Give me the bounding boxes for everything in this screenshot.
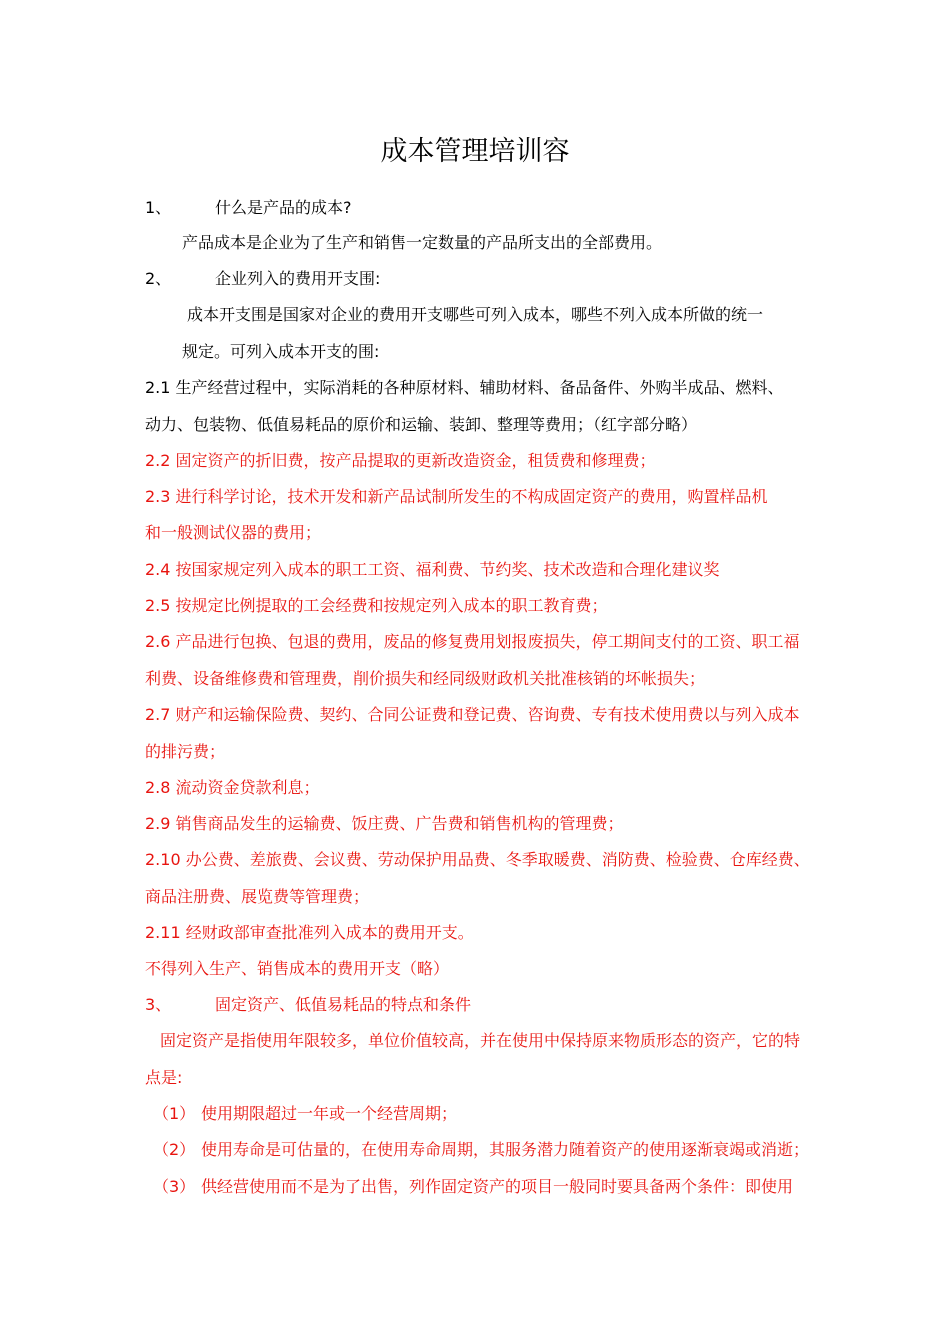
red-paragraph-line: 2.9 销售商品发生的运输费、饭庄费、广告费和销售机构的管理费； [145, 814, 624, 833]
item-number: （2） [153, 1140, 196, 1159]
section-heading-2 [145, 268, 380, 290]
paragraph-line: 成本开支围是国家对企业的费用开支哪些可列入成本，哪些不列入成本所做的统一 [187, 305, 764, 324]
section-number: 2、 [145, 269, 172, 288]
red-paragraph-line: 固定资产是指使用年限较多，单位价值较高，并在使用中保持原来物质形态的资产，它的特 [160, 1031, 801, 1050]
red-paragraph-line: 2.7 财产和运输保险费、契约、合同公证费和登记费、咨询费、专有技术使用费以与列入成本 [145, 705, 800, 724]
numbered-item-2 [153, 1139, 809, 1161]
section-heading-text: 什么是产品的成本? [215, 198, 352, 217]
paragraph-line: 2.1 生产经营过程中，实际消耗的各种原材料、辅助材料、备品备件、外购半成品、燃料、 [145, 378, 784, 397]
red-paragraph-line: 2.4 按国家规定列入成本的职工工资、福利费、节约奖、技术改造和合理化建议奖 [145, 560, 720, 579]
red-paragraph-line: 不得列入生产、销售成本的费用开支（略） [145, 959, 450, 978]
section-heading-text: 企业列入的费用开支围: [215, 269, 381, 288]
item-text: 使用寿命是可估量的，在使用寿命周期，其服务潜力随着资产的使用逐渐衰竭或消逝； [201, 1140, 810, 1159]
red-paragraph-line: 2.10 办公费、差旅费、会议费、劳动保护用品费、冬季取暖费、消防费、检验费、仓库经费、 [145, 850, 810, 869]
item-text: 使用期限超过一年或一个经营周期； [201, 1104, 458, 1123]
section-heading-text: 固定资产、低值易耗品的特点和条件 [215, 995, 472, 1014]
red-paragraph-line: 利费、设备维修费和管理费，削价损失和经同级财政机关批准核销的坏帐损失； [145, 669, 706, 688]
item-number: （1） [153, 1104, 196, 1123]
section-heading-1 [145, 197, 352, 219]
red-paragraph-line: 和一般测试仪器的费用； [145, 523, 322, 542]
red-paragraph-line: 点是: [145, 1068, 183, 1087]
section-number: 1、 [145, 198, 172, 217]
paragraph-line: 产品成本是企业为了生产和销售一定数量的产品所支出的全部费用。 [182, 233, 663, 252]
paragraph-line: 动力、包装物、低值易耗品的原价和运输、装卸、整理等费用；（红字部分略） [145, 415, 698, 434]
item-number: （3） [153, 1177, 196, 1196]
document-title: 成本管理培训容 [380, 136, 570, 167]
section-number: 3、 [145, 995, 172, 1014]
red-paragraph-line: 的排污费； [145, 742, 226, 761]
red-paragraph-line: 2.2 固定资产的折旧费，按产品提取的更新改造资金，租赁费和修理费； [145, 451, 656, 470]
red-paragraph-line: 2.11 经财政部审查批准列入成本的费用开支。 [145, 923, 474, 942]
red-paragraph-line: 商品注册费、展览费等管理费； [145, 887, 370, 906]
numbered-item-1 [153, 1103, 457, 1125]
red-paragraph-line: 2.8 流动资金贷款利息； [145, 778, 320, 797]
red-paragraph-line: 2.6 产品进行包换、包退的费用，废品的修复费用划报废损失，停工期间支付的工资、职工福 [145, 632, 800, 651]
item-text: 供经营使用而不是为了出售，列作固定资产的项目一般同时要具备两个条件：即使用 [201, 1177, 794, 1196]
red-paragraph-line: 2.3 进行科学讨论，技术开发和新产品试制所发生的不构成固定资产的费用，购置样品机 [145, 487, 768, 506]
section-heading-3 [145, 994, 471, 1016]
red-paragraph-line: 2.5 按规定比例提取的工会经费和按规定列入成本的职工教育费； [145, 596, 608, 615]
numbered-item-3 [153, 1176, 793, 1198]
paragraph-line: 规定。可列入成本开支的围: [182, 342, 380, 361]
